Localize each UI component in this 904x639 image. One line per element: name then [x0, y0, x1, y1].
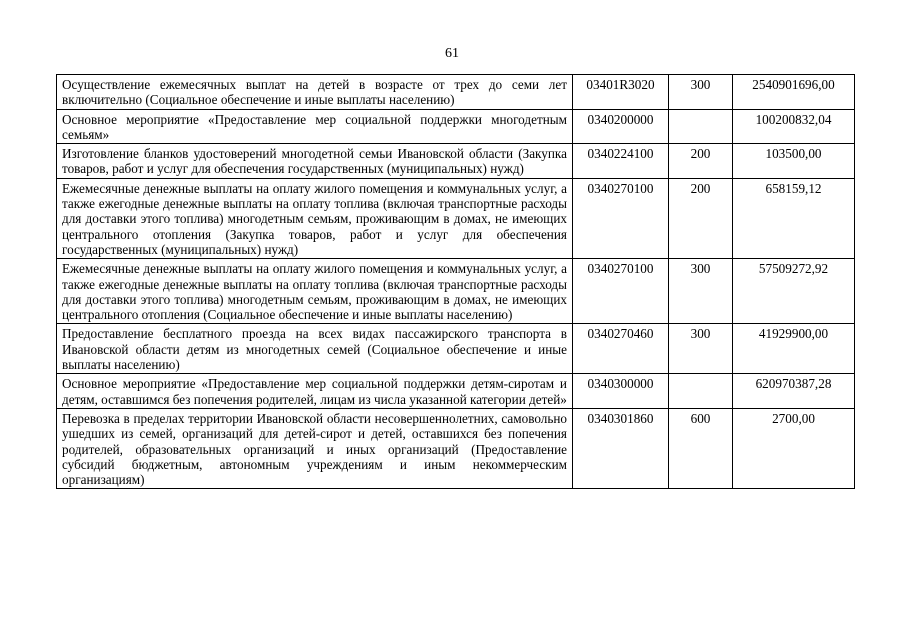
row-target-code: 0340270100 [573, 259, 669, 324]
table-row [57, 324, 855, 374]
row-amount: 2540901696,00 [733, 75, 855, 110]
table-row [57, 408, 855, 488]
row-expense-type [669, 109, 733, 144]
table-row [57, 178, 855, 258]
row-description: Предоставление бесплатного проезда на всех видах пассажирского транспорта в Ивановской области детям из многодетных семей (Социальное обеспечение и иные выплаты населению) [57, 324, 573, 374]
row-target-code: 0340300000 [573, 374, 669, 409]
row-amount: 57509272,92 [733, 259, 855, 324]
row-amount: 2700,00 [733, 408, 855, 488]
row-expense-type: 200 [669, 178, 733, 258]
row-target-code: 03401R3020 [573, 75, 669, 110]
row-amount: 620970387,28 [733, 374, 855, 409]
row-amount: 658159,12 [733, 178, 855, 258]
row-target-code: 0340270460 [573, 324, 669, 374]
row-description: Ежемесячные денежные выплаты на оплату жилого помещения и коммунальных услуг, а также ежегодные денежные выплаты на оплату топлива (включая транспортные расходы для доставки этого топлива) многодетным семьям, проживающим в домах, не имеющих центрального отопления (Закупка товаров, работ и услуг для обеспечения государственных (муниципальных) нужд) [57, 178, 573, 258]
table-row [57, 75, 855, 110]
row-description: Перевозка в пределах территории Ивановской области несовершеннолетних, самовольно ушедших из семей, организаций для детей-сирот и детей, оставшихся без попечения родителей, образовательных организаций и иных организаций (Предоставление субсидий бюджетным, автономным учреждениям и иным некоммерческим организациям) [57, 408, 573, 488]
row-expense-type: 300 [669, 259, 733, 324]
table-row [57, 144, 855, 179]
row-expense-type: 600 [669, 408, 733, 488]
table-row [57, 259, 855, 324]
table-row [57, 374, 855, 409]
row-description: Основное мероприятие «Предоставление мер социальной поддержки многодетным семьям» [57, 109, 573, 144]
row-amount: 41929900,00 [733, 324, 855, 374]
table-row [57, 109, 855, 144]
page-number: 61 [445, 46, 459, 61]
row-expense-type [669, 374, 733, 409]
row-target-code: 0340200000 [573, 109, 669, 144]
row-expense-type: 300 [669, 75, 733, 110]
row-target-code: 0340270100 [573, 178, 669, 258]
row-description: Осуществление ежемесячных выплат на детей в возрасте от трех до семи лет включительно (Социальное обеспечение и иные выплаты населению) [57, 75, 573, 110]
budget-table [56, 74, 855, 489]
row-expense-type: 200 [669, 144, 733, 179]
row-expense-type: 300 [669, 324, 733, 374]
row-description: Изготовление бланков удостоверений многодетной семьи Ивановской области (Закупка товаров, работ и услуг для обеспечения государственных (муниципальных) нужд) [57, 144, 573, 179]
row-description: Ежемесячные денежные выплаты на оплату жилого помещения и коммунальных услуг, а также ежегодные денежные выплаты на оплату топлива (включая транспортные расходы для доставки этого топлива) многодетным семьям, проживающим в домах, не имеющих центрального отопления (Социальное обеспечение и иные выплаты населению) [57, 259, 573, 324]
row-target-code: 0340224100 [573, 144, 669, 179]
row-description: Основное мероприятие «Предоставление мер социальной поддержки детям-сиротам и детям, оставшимся без попечения родителей, лицам из числа указанной категории детей» [57, 374, 573, 409]
row-amount: 100200832,04 [733, 109, 855, 144]
row-target-code: 0340301860 [573, 408, 669, 488]
row-amount: 103500,00 [733, 144, 855, 179]
